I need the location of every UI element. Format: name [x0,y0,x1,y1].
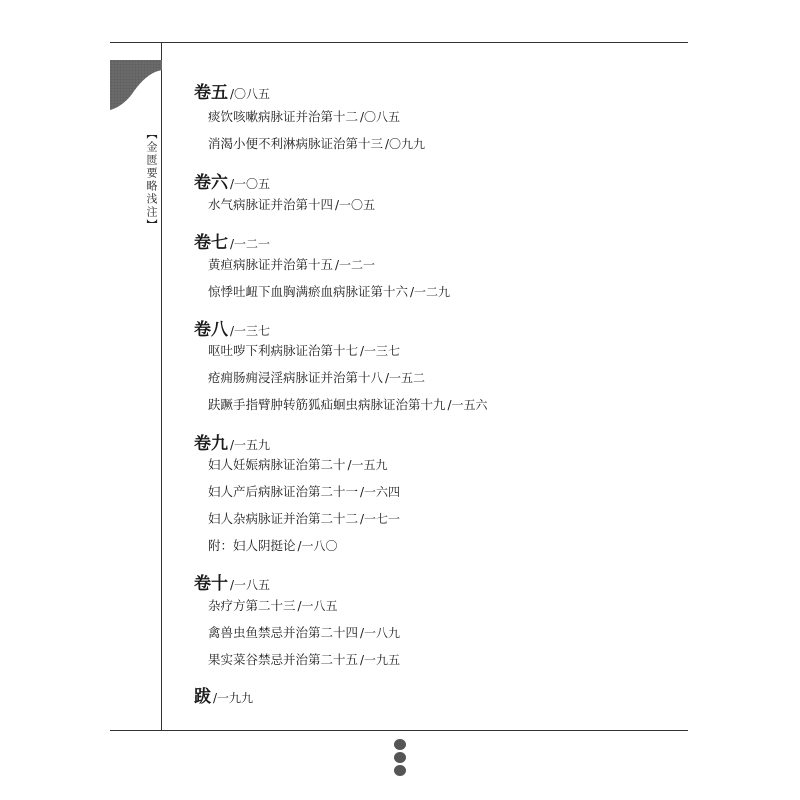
toc-entry[interactable] [208,623,400,641]
entry-title: 果实菜谷禁忌并治第二十五 [208,652,359,667]
volume-title: 卷十 [194,574,228,594]
entry-title: 痰饮咳嗽病脉证并治第十二 [208,109,359,124]
toc-entry[interactable] [208,650,400,668]
entry-title: 禽兽虫鱼禁忌并治第二十四 [208,625,359,640]
entry-page: /〇八五 [360,110,401,124]
volume-title: 卷六 [194,173,228,193]
entry-page: /一五二 [385,371,426,385]
entry-title: 妇人产后病脉证治第二十一 [208,484,359,499]
entry-page: /〇九九 [385,137,426,151]
entry-title: 消渴小便不利淋病脉证治第十三 [208,136,384,151]
volume-page: /一二一 [230,237,271,251]
toc-entry[interactable] [208,255,375,273]
toc-entry[interactable] [208,341,400,359]
volume-title: 跋 [194,687,211,707]
entry-title: 杂疗方第二十三 [208,598,296,613]
entry-page: /一五九 [347,458,388,472]
entry-page: /一八〇 [297,539,338,553]
toc-entry[interactable] [208,596,338,614]
entry-title: 惊悸吐衄下血胸满瘀血病脉证第十六 [208,284,409,299]
toc-entry[interactable] [208,482,400,500]
volume-heading[interactable] [194,569,270,594]
volume-title: 卷九 [194,434,228,454]
toc-entry[interactable] [208,455,388,473]
toc-entry[interactable] [208,536,338,554]
toc-entry[interactable] [208,195,375,213]
top-rule [110,42,688,43]
toc-entry[interactable] [208,509,400,527]
volume-title: 卷五 [194,83,228,103]
seal-dot [394,739,406,750]
volume-heading[interactable] [194,228,270,253]
volume-heading[interactable] [194,78,270,103]
decorative-ornament [110,60,162,110]
volume-heading[interactable] [194,682,253,707]
entry-page: /一八九 [360,626,401,640]
page-number-seal [393,739,407,778]
volume-page: /一三七 [230,324,271,338]
toc-entry[interactable] [208,368,425,386]
volume-page: /一〇五 [230,177,271,191]
entry-title: 疮痈肠痈浸淫病脉证并治第十八 [208,370,384,385]
entry-page: /一〇五 [335,198,376,212]
entry-title: 黄疸病脉证并治第十五 [208,257,334,272]
entry-title: 妇人妊娠病脉证治第二十 [208,457,346,472]
entry-page: /一七一 [360,512,401,526]
volume-page: /一八五 [230,578,271,592]
volume-heading[interactable] [194,315,270,340]
side-book-title: 【金匮要略浅注】 [145,128,158,232]
volume-title: 卷八 [194,320,228,340]
toc-entry[interactable] [208,282,450,300]
volume-page: /〇八五 [230,87,271,101]
volume-page: /一五九 [230,438,271,452]
entry-page: /一二一 [335,258,376,272]
entry-page: /一六四 [360,485,401,499]
entry-page: /一九五 [360,653,401,667]
toc-entry[interactable] [208,134,425,152]
entry-page: /一五六 [447,398,488,412]
margin-rule [161,42,162,731]
entry-title: 妇人杂病脉证并治第二十二 [208,511,359,526]
entry-page: /一三七 [360,344,401,358]
entry-title: 呕吐哕下利病脉证治第十七 [208,343,359,358]
seal-dot [394,765,406,776]
volume-heading[interactable] [194,429,270,454]
toc-entry[interactable] [208,395,488,413]
volume-title: 卷七 [194,233,228,253]
bottom-rule [110,730,688,731]
volume-page: /一九九 [213,691,254,705]
entry-page: /一二九 [410,285,451,299]
entry-title: 趺蹶手指臂肿转筋狐疝蛔虫病脉证治第十九 [208,397,446,412]
entry-title: 附：妇人阴挺论 [208,538,296,553]
entry-title: 水气病脉证并治第十四 [208,197,334,212]
toc-entry[interactable] [208,107,400,125]
entry-page: /一八五 [297,599,338,613]
seal-dot [394,752,406,763]
volume-heading[interactable] [194,168,270,193]
